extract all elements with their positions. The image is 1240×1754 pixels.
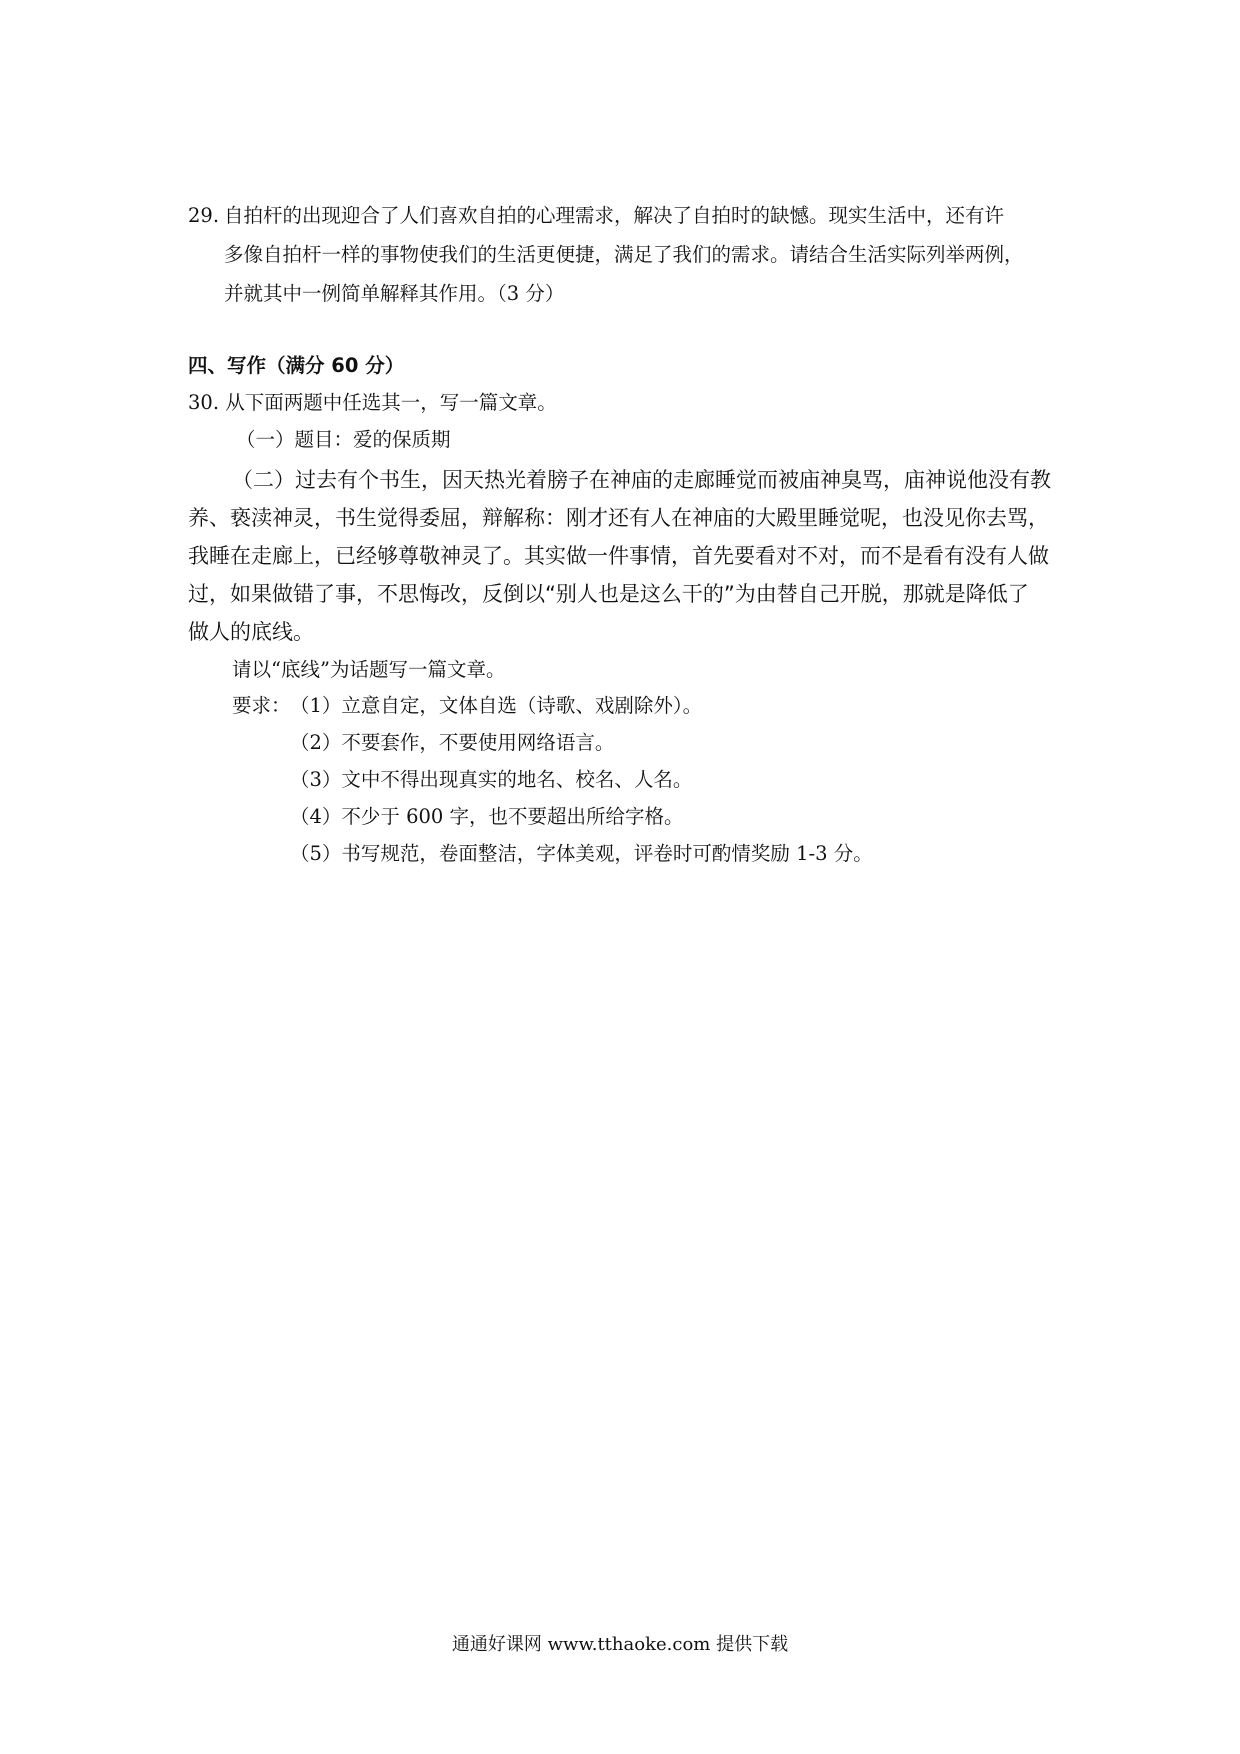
option-2-line: 养、亵渎神灵，书生觉得委屈，辩解称：刚才还有人在神庙的大殿里睡觉呢，也没见你去骂， xyxy=(188,506,1049,530)
requirements-label: 要求： xyxy=(232,694,291,717)
requirement-item: （5）书写规范，卷面整洁，字体美观，评卷时可酌情奖励 1-3 分。 xyxy=(290,842,873,865)
question-29-line-3: 并就其中一例简单解释其作用。（3 分） xyxy=(224,282,565,305)
requirement-item: （1）立意自定，文体自选（诗歌、戏剧除外）。 xyxy=(290,694,703,717)
question-29-line-2: 多像自拍杆一样的事物使我们的生活更便捷，满足了我们的需求。请结合生活实际列举两例， xyxy=(224,243,1024,266)
option-2-line: 我睡在走廊上，已经够尊敬神灵了。其实做一件事情，首先要看对不对，而不是看有没有人做 xyxy=(188,544,1049,568)
option-2-line: （二）过去有个书生，因天热光着膀子在神庙的走廊睡觉而被庙神臭骂，庙神说他没有教 xyxy=(232,468,1051,492)
requirement-item: （2）不要套作，不要使用网络语言。 xyxy=(290,731,615,754)
question-30-prompt: 30. 从下面两题中任选其一，写一篇文章。 xyxy=(188,391,557,414)
page-footer: 通通好课网 www.tthaoke.com 提供下载 xyxy=(451,1634,789,1655)
requirement-item: （3）文中不得出现真实的地名、校名、人名。 xyxy=(290,768,693,791)
section-writing-heading: 四、写作（满分 60 分） xyxy=(188,354,405,377)
requirement-item: （4）不少于 600 字，也不要超出所给字格。 xyxy=(290,805,684,828)
question-29-line-1: 自拍杆的出现迎合了人们喜欢自拍的心理需求，解决了自拍时的缺憾。现实生活中，还有许 xyxy=(224,204,1005,227)
option-1-title: （一）题目：爱的保质期 xyxy=(236,428,451,451)
topic-instruction: 请以“底线”为话题写一篇文章。 xyxy=(232,658,506,681)
question-29-number: 29. xyxy=(188,204,220,227)
option-2-line: 做人的底线。 xyxy=(188,620,314,644)
option-2-line: 过，如果做错了事，不思悔改，反倒以“别人也是这么干的”为由替自己开脱，那就是降低了 xyxy=(188,582,1029,606)
